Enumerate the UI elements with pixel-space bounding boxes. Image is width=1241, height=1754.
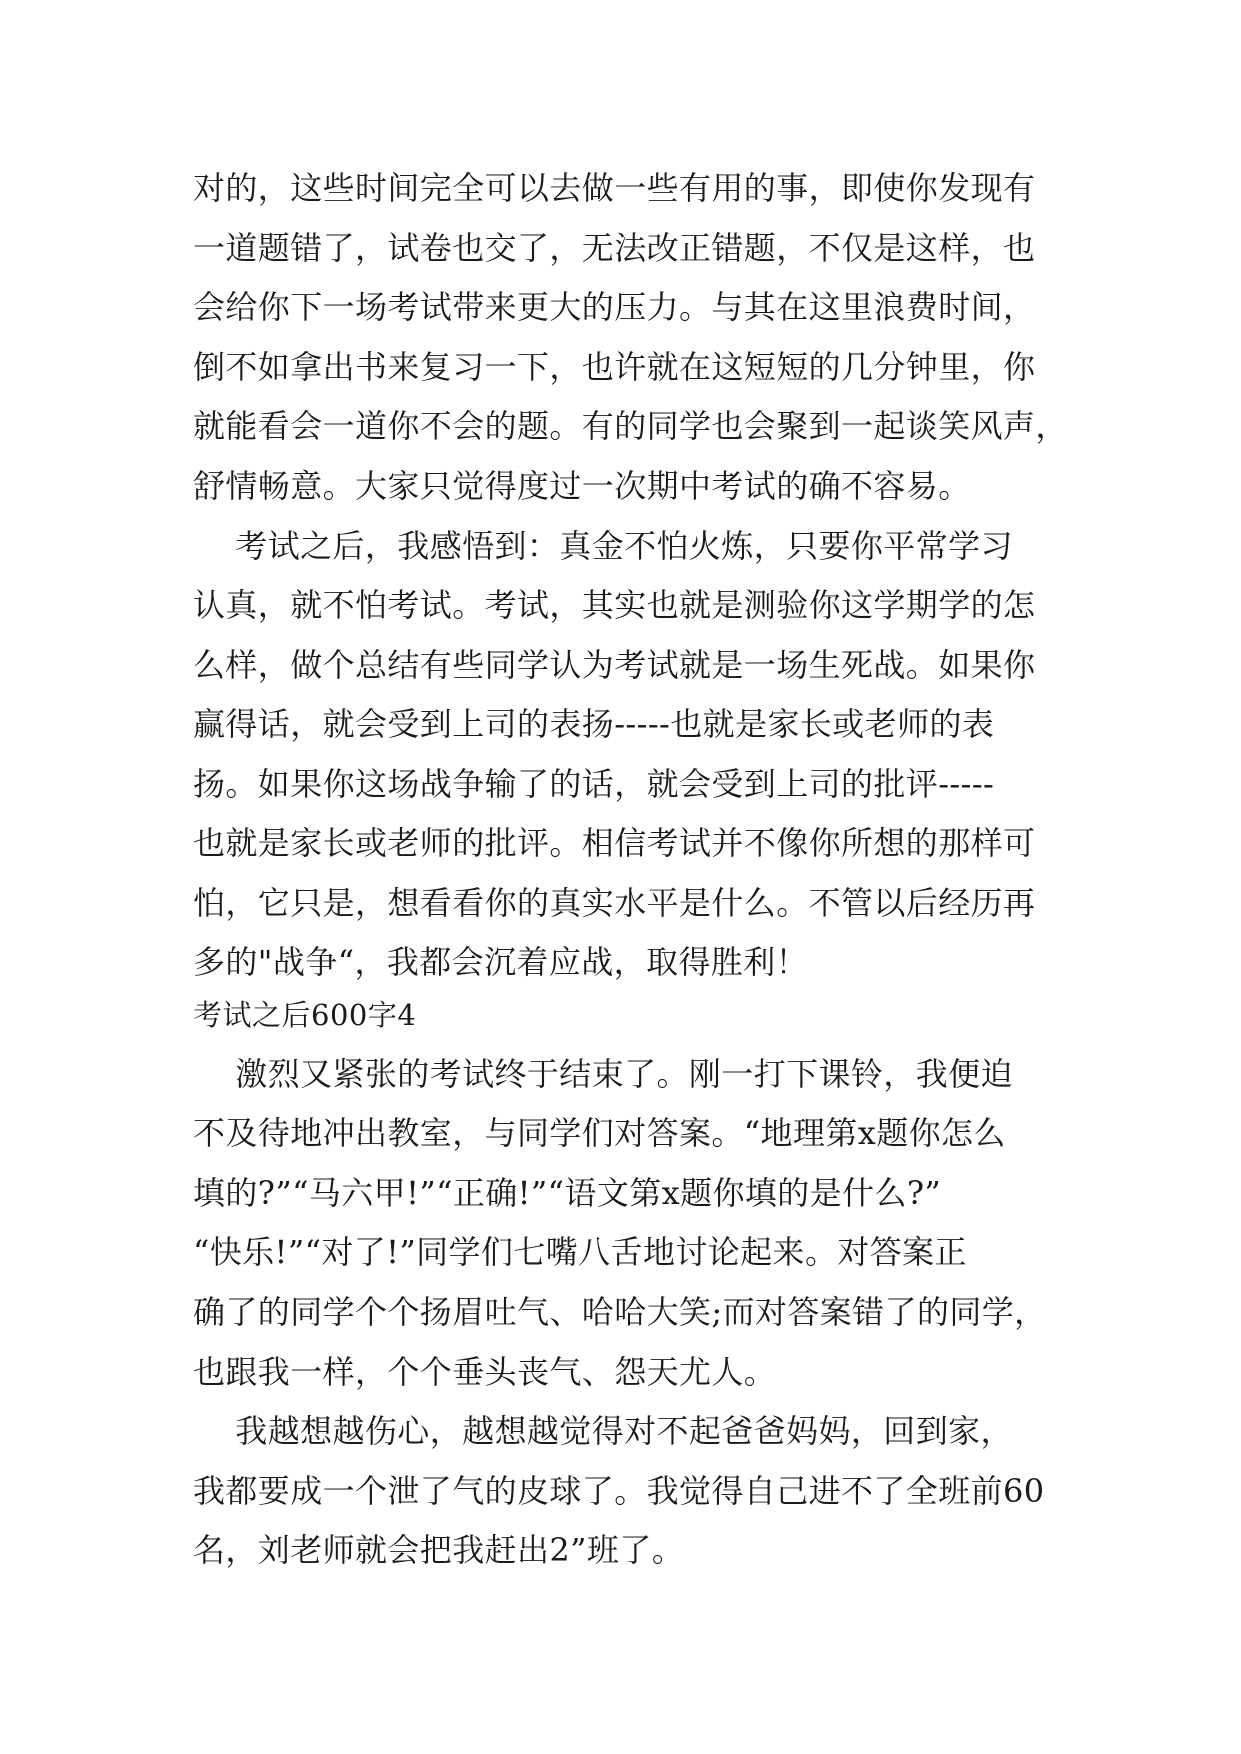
text-line: 舒情畅意。大家只觉得度过一次期中考试的确不容易。 — [193, 467, 971, 505]
text-line: 认真，就不怕考试。考试，其实也就是测验你这学期学的怎 — [193, 586, 1036, 624]
text-line: 我越想越伤心，越想越觉得对不起爸爸妈妈，回到家， — [193, 1412, 1013, 1450]
text-line: 怕，它只是，想看看你的真实水平是什么。不管以后经历再 — [193, 884, 1036, 922]
text-line: 对的，这些时间完全可以去做一些有用的事，即使你发现有 — [193, 169, 1036, 207]
text-line: 就能看会一道你不会的题。有的同学也会聚到一起谈笑风声， — [193, 407, 1068, 445]
text-line: 多的"战争“，我都会沉着应战，取得胜利！ — [193, 943, 809, 981]
text-line: 也跟我一样，个个垂头丧气、怨天尤人。 — [193, 1353, 777, 1391]
text-line: 也就是家长或老师的批评。相信考试并不像你所想的那样可 — [193, 824, 1036, 862]
text-line: 会给你下一场考试带来更大的压力。与其在这里浪费时间， — [193, 288, 1036, 326]
section-heading: 考试之后600字4 — [193, 998, 417, 1032]
text-line: 一道题错了，试卷也交了，无法改正错题，不仅是这样，也 — [193, 229, 1036, 267]
text-line: 扬。如果你这场战争输了的话，就会受到上司的批评----- — [193, 765, 995, 803]
text-line: 么样，做个总结有些同学认为考试就是一场生死战。如果你 — [193, 646, 1036, 684]
text-line: 填的?”“马六甲!”“正确!”“语文第x题你填的是什么?” — [193, 1174, 942, 1212]
text-line: 激烈又紧张的考试终于结束了。刚一打下课铃，我便迫 — [193, 1055, 1013, 1093]
text-line: 考试之后，我感悟到：真金不怕火炼，只要你平常学习 — [193, 527, 1013, 565]
text-line: 倒不如拿出书来复习一下，也许就在这短短的几分钟里，你 — [193, 348, 1036, 386]
text-line: 名，刘老师就会把我赶出2”班了。 — [193, 1531, 685, 1569]
text-line: 不及待地冲出教室，与同学们对答案。“地理第x题你怎么 — [193, 1114, 1006, 1152]
text-line: 确了的同学个个扬眉吐气、哈哈大笑;而对答案错了的同学， — [193, 1293, 1047, 1331]
text-line: 赢得话，就会受到上司的表扬-----也就是家长或老师的表 — [193, 705, 995, 743]
text-line: “快乐!”“对了!”同学们七嘴八舌地讨论起来。对答案正 — [193, 1233, 967, 1271]
text-line: 我都要成一个泄了气的皮球了。我觉得自己进不了全班前60 — [193, 1472, 1045, 1510]
